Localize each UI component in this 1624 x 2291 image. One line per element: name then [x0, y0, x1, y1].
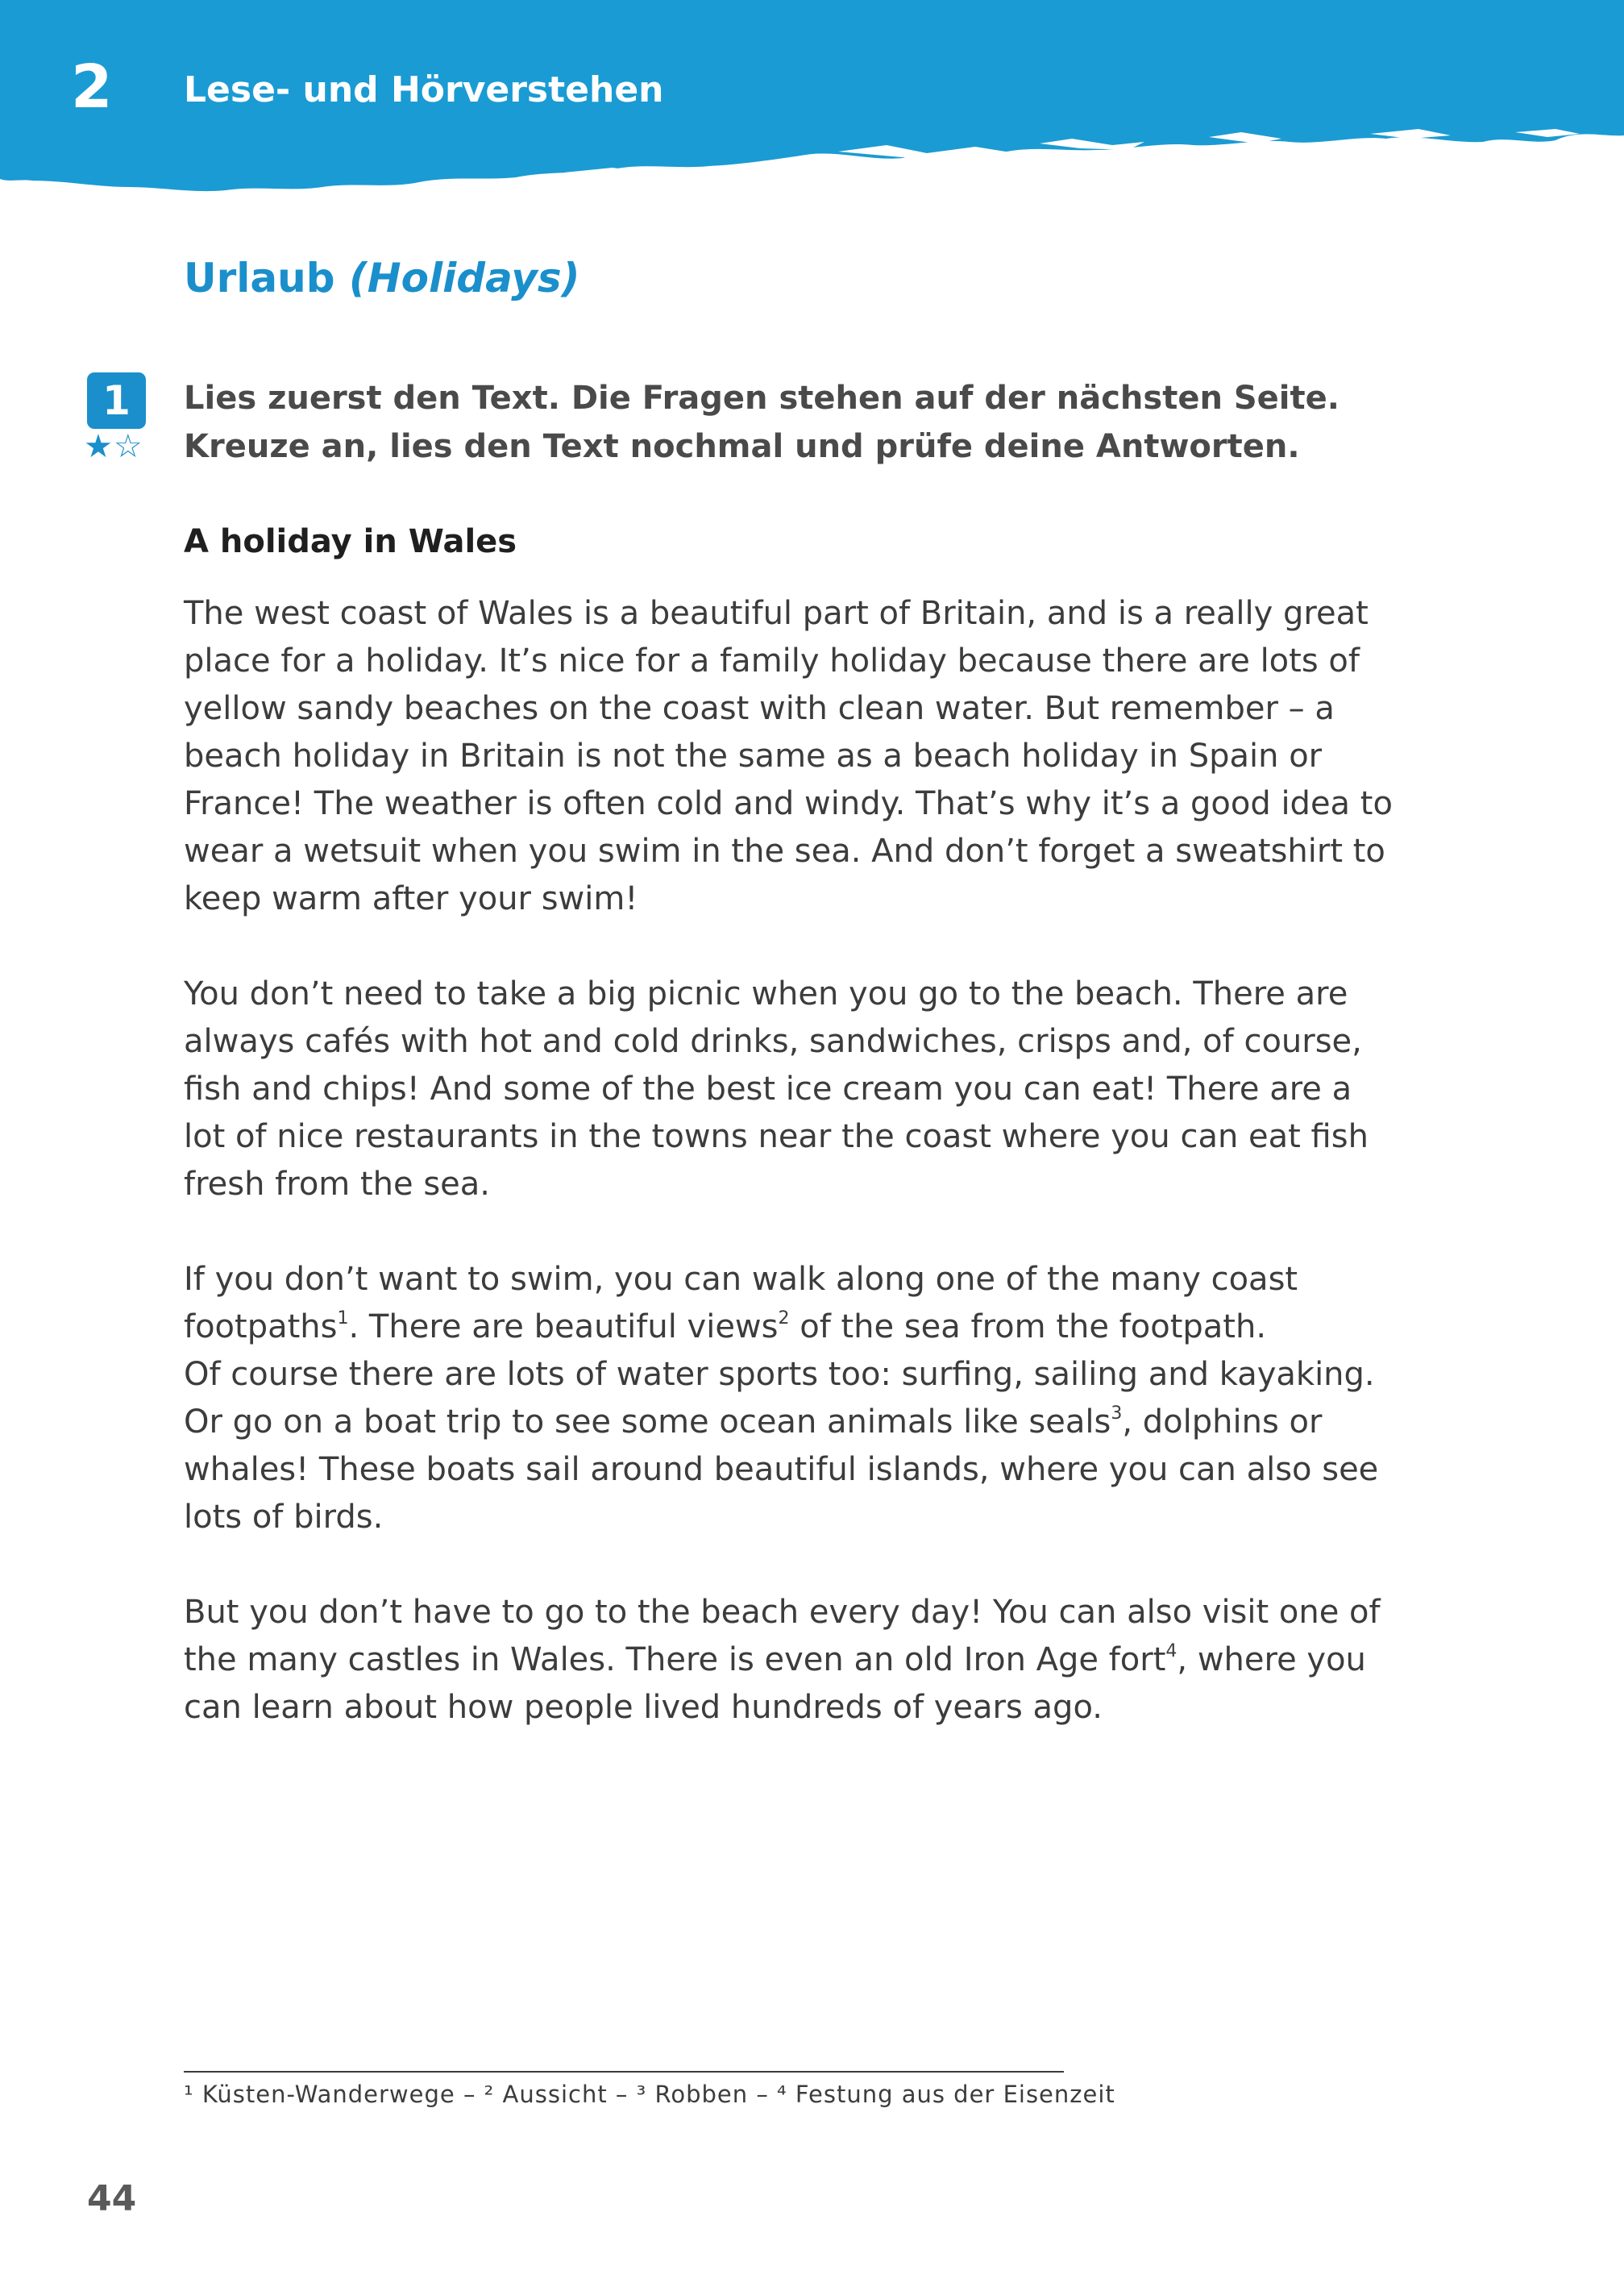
chapter-title: Lese- und Hörverstehen	[184, 69, 664, 110]
text-segment: lots of birds.	[184, 1499, 384, 1536]
text-line	[184, 1066, 1352, 1113]
text-line	[184, 685, 1336, 733]
text-line	[184, 638, 1360, 685]
text-segment: . There are beautiful views	[348, 1308, 779, 1345]
text-segment: But you don’t have to go to the beach every day! You can also visit one of	[184, 1594, 1381, 1631]
instruction-line: Kreuze an, lies den Text nochmal und prüfe deine Antworten.	[184, 428, 1300, 465]
text-segment: You don’t need to take a big picnic when you go to the beach. There are	[184, 975, 1348, 1012]
text-segment: wear a wetsuit when you swim in the sea. And don’t forget a sweatshirt to	[184, 833, 1385, 870]
footnotes: ¹ Küsten-Wanderwege – ² Aussicht – ³ Robben – ⁴ Festung aus der Eisenzeit	[184, 2081, 1115, 2108]
text-segment: keep warm after your swim!	[184, 880, 638, 917]
text-line	[184, 1351, 1375, 1399]
paragraph	[184, 1589, 1381, 1732]
footnote-marker: 2	[778, 1308, 790, 1328]
footnote-marker: 1	[337, 1308, 349, 1328]
text-segment: fresh from the sea.	[184, 1166, 490, 1203]
text-line	[184, 971, 1348, 1018]
text-segment: , where you	[1177, 1641, 1366, 1678]
text-line	[184, 1589, 1381, 1636]
text-line	[184, 1256, 1336, 1304]
paragraph	[184, 971, 1369, 1208]
paragraph	[184, 590, 1393, 923]
task-number-badge: 1	[87, 372, 146, 429]
text-segment: of the sea from the footpath.	[789, 1308, 1267, 1345]
text-segment: Or go on a boat trip to see some ocean animals like seals	[184, 1403, 1111, 1441]
text-line	[184, 828, 1385, 875]
text-line	[184, 1684, 1336, 1732]
text-line	[184, 1304, 1336, 1351]
text-segment: beach holiday in Britain is not the same as a beach holiday in Spain or	[184, 738, 1323, 775]
reading-text	[184, 590, 1393, 1779]
section-title-main: Urlaub	[184, 255, 335, 301]
text-segment: the many castles in Wales. There is even an old Iron Age fort	[184, 1641, 1166, 1678]
text-segment: can learn about how people lived hundreds of years ago.	[184, 1689, 1103, 1726]
text-line	[184, 733, 1336, 780]
chapter-number: 2	[71, 52, 113, 122]
text-segment: France! The weather is often cold and windy. That’s why it’s a good idea to	[184, 785, 1393, 822]
difficulty-stars-icon: ★☆	[84, 428, 143, 465]
section-title-translation: (Holidays)	[348, 255, 580, 301]
text-line	[184, 1113, 1369, 1161]
section-title	[184, 252, 579, 305]
text-segment: always cafés with hot and cold drinks, sandwiches, crisps and, of course,	[184, 1023, 1362, 1060]
text-line	[184, 1636, 1366, 1684]
text-segment: place for a holiday. It’s nice for a family holiday because there are lots of	[184, 642, 1360, 680]
text-segment: footpaths	[184, 1308, 338, 1345]
paragraph	[184, 1256, 1379, 1541]
footnote-marker: 3	[1111, 1403, 1123, 1424]
text-segment: If you don’t want to swim, you can walk along one of the many coast	[184, 1261, 1298, 1298]
text-line	[184, 780, 1393, 828]
instruction-line: Lies zuerst den Text. Die Fragen stehen auf der nächsten Seite.	[184, 380, 1339, 417]
text-segment: whales! These boats sail around beautiful islands, where you can also see	[184, 1451, 1379, 1488]
text-segment: fish and chips! And some of the best ice cream you can eat! There are a	[184, 1071, 1352, 1108]
footnote-marker: 4	[1165, 1641, 1178, 1661]
text-line	[184, 1018, 1362, 1066]
text-line	[184, 1446, 1379, 1494]
footnote-divider	[184, 2071, 1064, 2073]
text-line	[184, 590, 1369, 638]
text-line	[184, 875, 1336, 923]
reading-text-title: A holiday in Wales	[184, 523, 517, 560]
text-segment: , dolphins or	[1122, 1403, 1323, 1441]
text-line	[184, 1399, 1336, 1446]
text-segment: lot of nice restaurants in the towns near the coast where you can eat fish	[184, 1118, 1369, 1155]
text-line	[184, 1161, 1336, 1208]
page-number: 44	[87, 2178, 137, 2219]
text-segment: yellow sandy beaches on the coast with clean water. But remember – a	[184, 690, 1335, 727]
text-segment: Of course there are lots of water sports too: surfing, sailing and kayaking.	[184, 1356, 1375, 1393]
task-instructions	[184, 374, 1377, 471]
text-line	[184, 1494, 1336, 1541]
text-segment: The west coast of Wales is a beautiful part of Britain, and is a really great	[184, 595, 1369, 632]
